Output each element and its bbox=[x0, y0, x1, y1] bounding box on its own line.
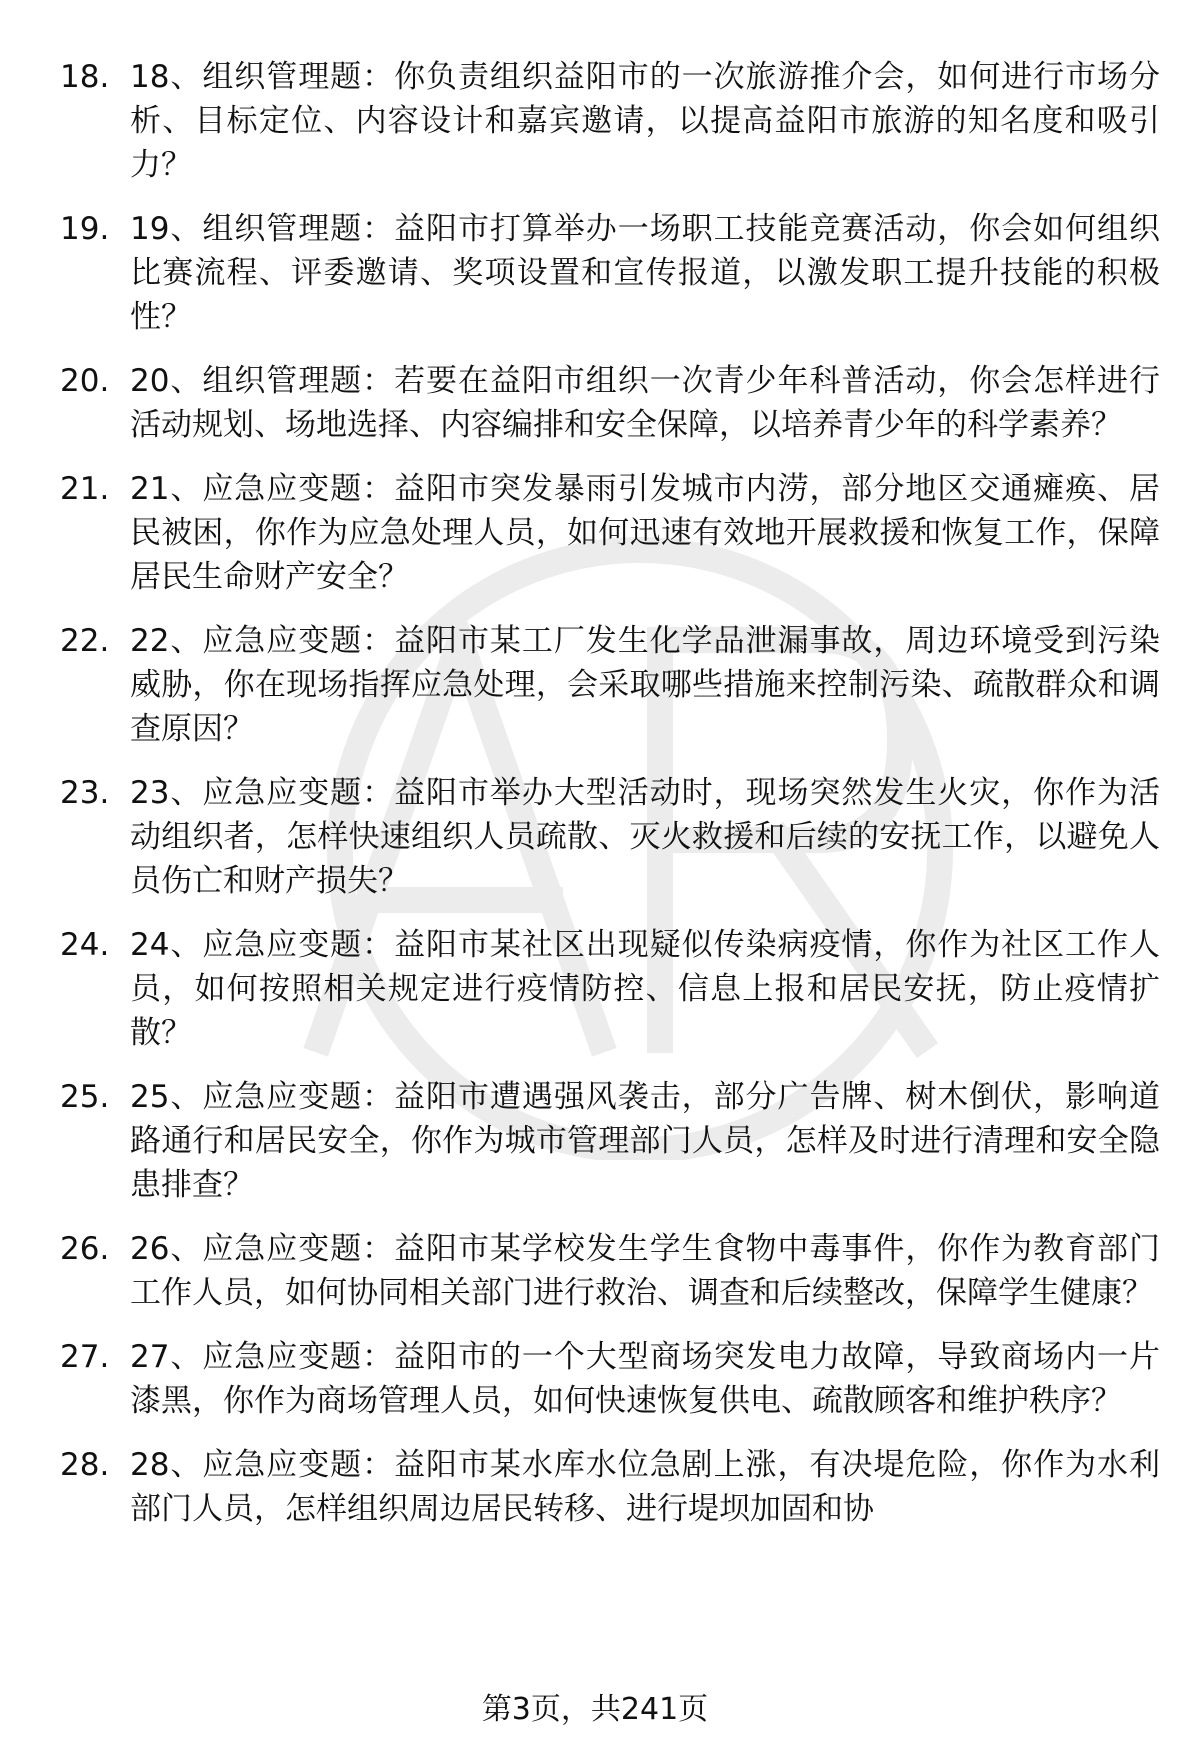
question-text: 18、组织管理题：你负责组织益阳市的一次旅游推介会，如何进行市场分析、目标定位、内容设计和嘉宾邀请，以提高益阳市旅游的知名度和吸引力？ bbox=[130, 59, 1160, 183]
question-text: 22、应急应变题：益阳市某工厂发生化学品泄漏事故，周边环境受到污染威胁，你在现场指挥应急处理，会采取哪些措施来控制污染、疏散群众和调查原因？ bbox=[130, 623, 1160, 747]
list-item bbox=[60, 467, 1160, 599]
question-number: 19. bbox=[60, 211, 110, 247]
question-text: 20、组织管理题：若要在益阳市组织一次青少年科普活动，你会怎样进行活动规划、场地选择、内容编排和安全保障，以培养青少年的科学素养？ bbox=[130, 363, 1160, 443]
question-number: 23. bbox=[60, 775, 110, 811]
question-text: 26、应急应变题：益阳市某学校发生学生食物中毒事件，你作为教育部门工作人员，如何协同相关部门进行救治、调查和后续整改，保障学生健康？ bbox=[130, 1231, 1160, 1311]
list-item bbox=[60, 923, 1160, 1055]
question-text: 21、应急应变题：益阳市突发暴雨引发城市内涝，部分地区交通瘫痪、居民被困，你作为应急处理人员，如何迅速有效地开展救援和恢复工作，保障居民生命财产安全？ bbox=[130, 471, 1160, 595]
question-number: 25. bbox=[60, 1079, 110, 1115]
question-text: 24、应急应变题：益阳市某社区出现疑似传染病疫情，你作为社区工作人员，如何按照相关规定进行疫情防控、信息上报和居民安抚，防止疫情扩散？ bbox=[130, 927, 1160, 1051]
list-item bbox=[60, 207, 1160, 339]
page-number-label: 第3页，共241页 bbox=[481, 1692, 709, 1727]
question-number: 27. bbox=[60, 1339, 110, 1375]
question-number: 22. bbox=[60, 623, 110, 659]
question-number: 18. bbox=[60, 59, 110, 95]
question-text: 23、应急应变题：益阳市举办大型活动时，现场突然发生火灾，你作为活动组织者，怎样快速组织人员疏散、灭火救援和后续的安抚工作，以避免人员伤亡和财产损失？ bbox=[130, 775, 1160, 899]
list-item bbox=[60, 55, 1160, 187]
question-number: 28. bbox=[60, 1447, 110, 1483]
list-item bbox=[60, 619, 1160, 751]
question-number: 21. bbox=[60, 471, 110, 507]
question-list bbox=[60, 55, 1160, 1531]
question-number: 24. bbox=[60, 927, 110, 963]
list-item bbox=[60, 1443, 1160, 1531]
page-footer bbox=[0, 1690, 1190, 1730]
list-item bbox=[60, 1335, 1160, 1423]
list-item bbox=[60, 1227, 1160, 1315]
list-item bbox=[60, 359, 1160, 447]
question-text: 28、应急应变题：益阳市某水库水位急剧上涨，有决堤危险，你作为水利部门人员，怎样组织周边居民转移、进行堤坝加固和协 bbox=[130, 1447, 1160, 1527]
question-text: 25、应急应变题：益阳市遭遇强风袭击，部分广告牌、树木倒伏，影响道路通行和居民安全，你作为城市管理部门人员，怎样及时进行清理和安全隐患排查？ bbox=[130, 1079, 1160, 1203]
list-item bbox=[60, 1075, 1160, 1207]
question-number: 26. bbox=[60, 1231, 110, 1267]
question-text: 19、组织管理题：益阳市打算举办一场职工技能竞赛活动，你会如何组织比赛流程、评委邀请、奖项设置和宣传报道，以激发职工提升技能的积极性？ bbox=[130, 211, 1160, 335]
question-number: 20. bbox=[60, 363, 110, 399]
question-text: 27、应急应变题：益阳市的一个大型商场突发电力故障，导致商场内一片漆黑，你作为商场管理人员，如何快速恢复供电、疏散顾客和维护秩序？ bbox=[130, 1339, 1160, 1419]
list-item bbox=[60, 771, 1160, 903]
